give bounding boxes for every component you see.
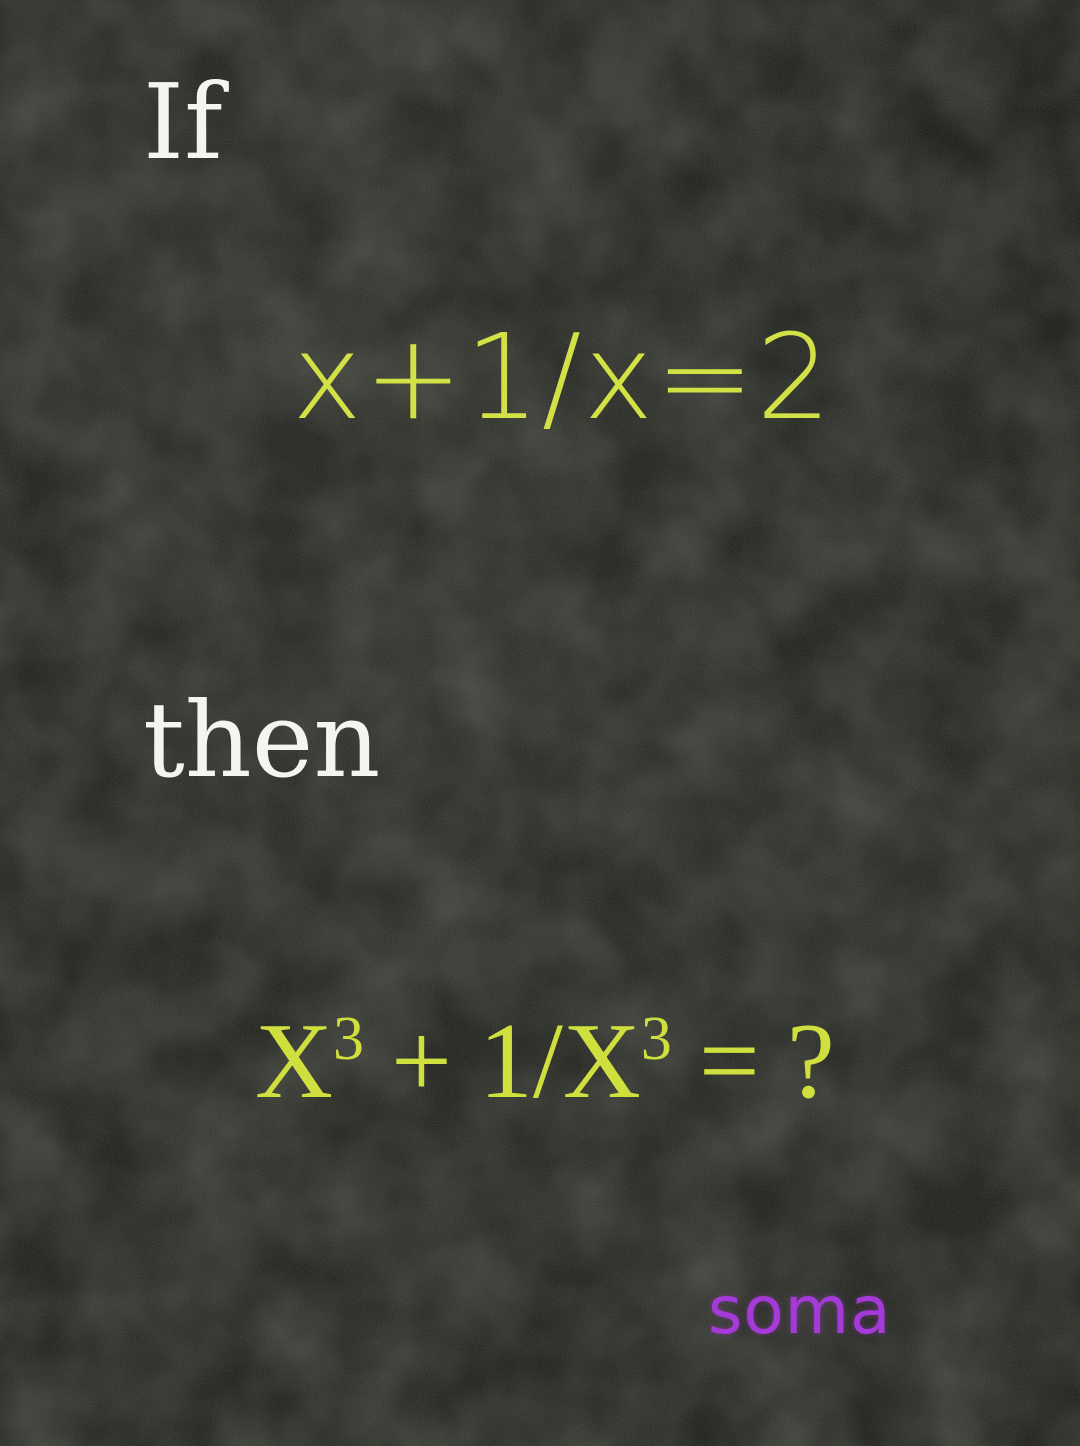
- given-equation: x+1/x=2: [292, 308, 834, 446]
- question-exponent-1: 3: [333, 1005, 364, 1073]
- question-middle: + 1/: [364, 1002, 563, 1121]
- brand-watermark: soma: [708, 1272, 892, 1349]
- question-base-1: X: [255, 1002, 333, 1121]
- question-base-2: X: [562, 1002, 641, 1121]
- question-equation: [255, 1002, 835, 1121]
- intro-word: If: [143, 61, 223, 183]
- question-tail: = ?: [671, 1002, 835, 1121]
- connector-word: then: [143, 679, 381, 801]
- question-exponent-2: 3: [640, 1005, 672, 1073]
